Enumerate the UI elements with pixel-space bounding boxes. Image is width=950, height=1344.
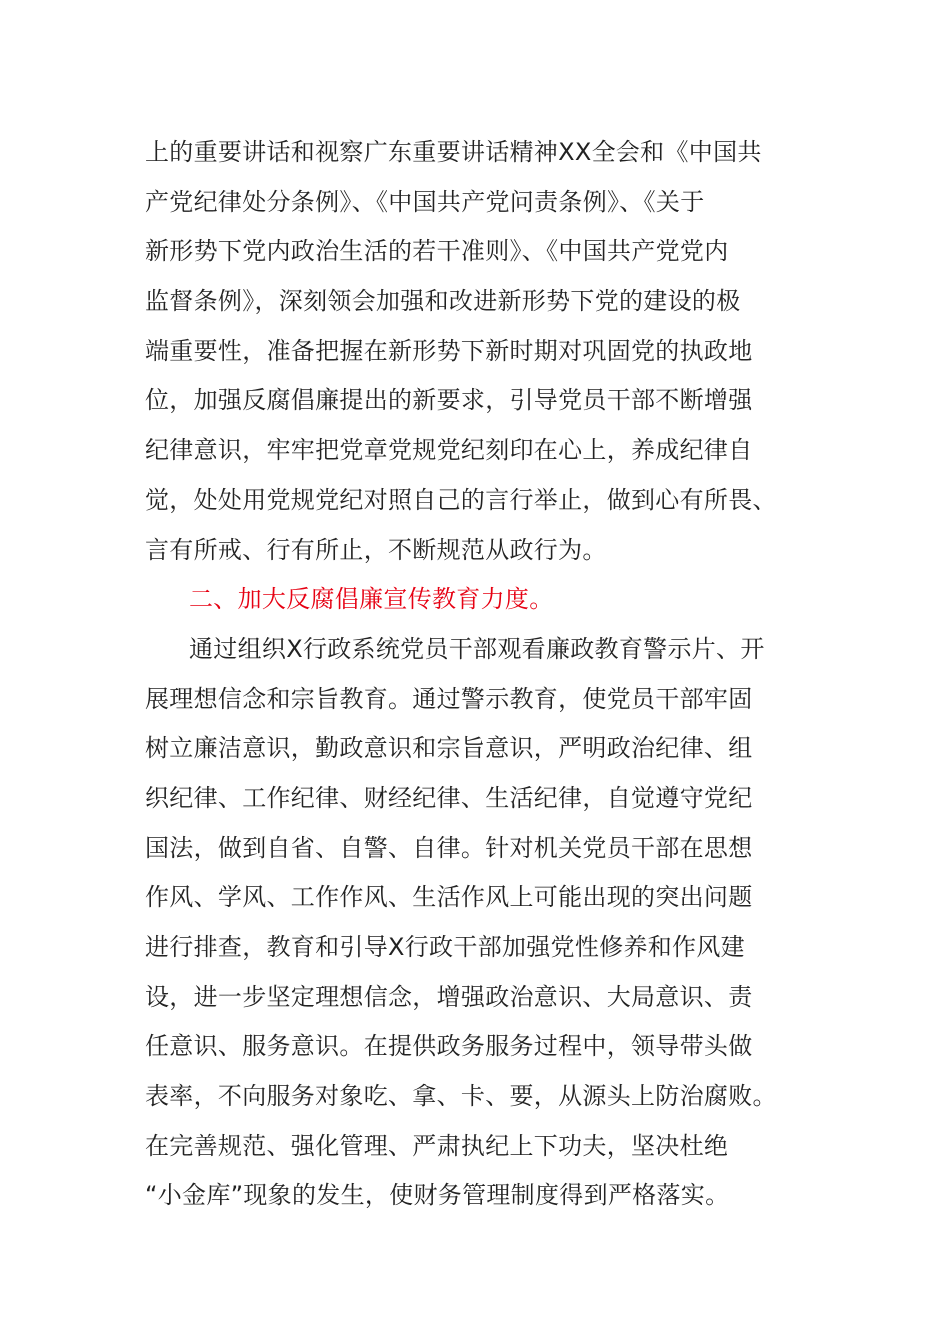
paragraph-1-line: 纪律意识，牢牢把党章党规党纪刻印在心上，养成纪律自 [145,436,753,465]
paragraph-2-line: 展理想信念和宗旨教育。通过警示教育，使党员干部牢固 [145,684,753,713]
paragraph-2-line: 在完善规范、强化管理、严肃执纪上下功夫，坚决杜绝 [145,1131,729,1160]
paragraph-1-line: 产党纪律处分条例》、《中国共产党问责条例》、《关于 [145,187,705,216]
paragraph-1-line: 位，加强反腐倡廉提出的新要求，引导党员干部不断增强 [145,386,753,415]
paragraph-2-line: “小金库”现象的发生，使财务管理制度得到严格落实。 [145,1181,730,1210]
document-body [145,128,810,1221]
paragraph-1-line: 觉，处处用党规党纪对照自己的言行举止，做到心有所畏、 [145,485,777,514]
paragraph-1-line: 新形势下党内政治生活的若干准则》、《中国共产党党内 [145,237,729,266]
paragraph-1-line: 上的重要讲话和视察广东重要讲话精神XX全会和《中国共 [145,138,762,166]
paragraph-1-line: 端重要性，准备把握在新形势下新时期对巩固党的执政地 [145,336,753,365]
paragraph-2-line: 织纪律、工作纪律、财经纪律、生活纪律，自觉遵守党纪 [145,783,753,812]
paragraph-1-line: 言有所戒、行有所止，不断规范从政行为。 [145,535,607,564]
paragraph-2-line: 作风、学风、工作作风、生活作风上可能出现的突出问题 [145,883,753,912]
section-heading: 二、加大反腐倡廉宣传教育力度。 [189,585,554,614]
paragraph-2-line: 设，进一步坚定理想信念，增强政治意识、大局意识、责 [145,982,753,1011]
paragraph-2-line: 国法，做到自省、自警、自律。针对机关党员干部在思想 [145,833,753,862]
paragraph-2-line: 通过组织X行政系统党员干部观看廉政教育警示片、开 [189,634,765,663]
paragraph-1-line: 监督条例》，深刻领会加强和改进新形势下党的建设的极 [145,287,741,316]
paragraph-2-line: 进行排查，教育和引导X行政干部加强党性修养和作风建 [145,933,745,961]
paragraph-2-line: 树立廉洁意识，勤政意识和宗旨意识，严明政治纪律、组 [145,734,753,763]
paragraph-2-line: 任意识、服务意识。在提供政务服务过程中，领导带头做 [145,1032,753,1061]
paragraph-2-line: 表率，不向服务对象吃、拿、卡、要，从源头上防治腐败。 [145,1082,777,1111]
